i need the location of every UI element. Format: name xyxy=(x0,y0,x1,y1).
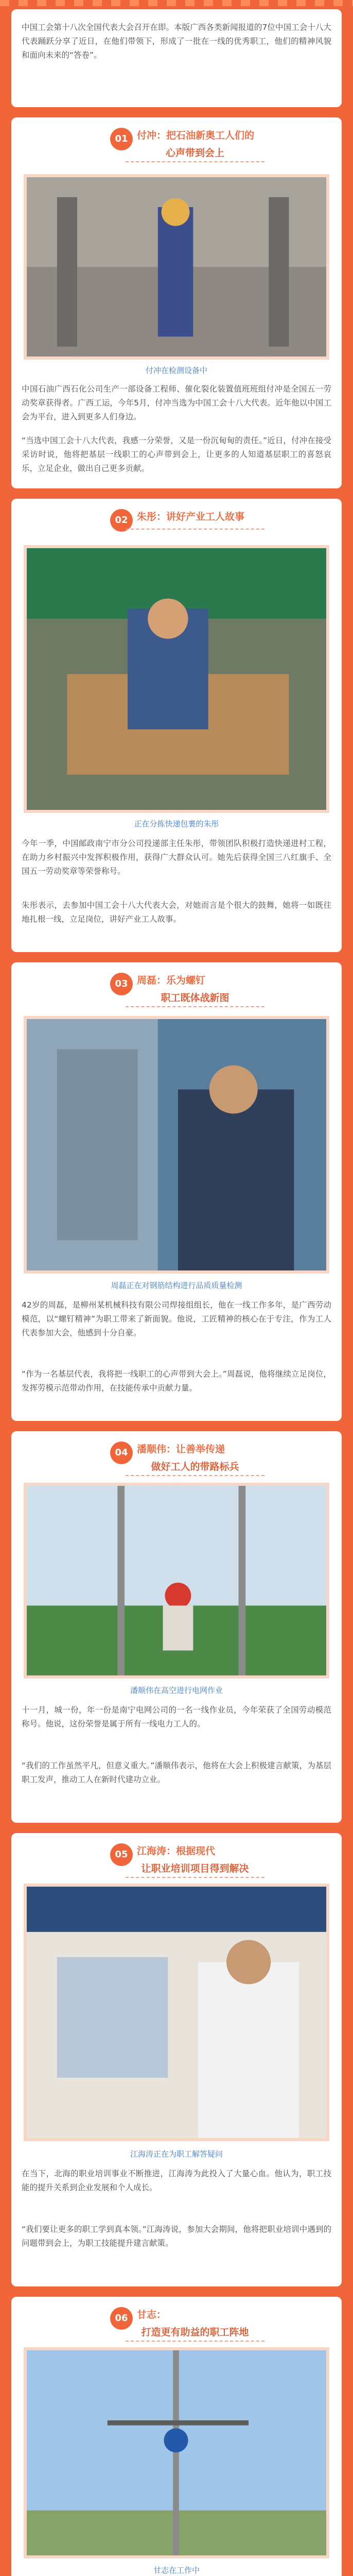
section-photo xyxy=(24,174,329,360)
photo-caption: 正在分拣快递包裹的朱彤 xyxy=(134,819,219,828)
section-heading xyxy=(110,506,264,546)
body-paragraph: 中国石油广西石化公司生产一部设备工程师、催化裂化装置值班班组付冲是全国五一劳动奖章获得者。广西工运，今年5月，付冲当选为中国工会十八大代表。近年他以中国工会为平台，进入到更多人们身边。 xyxy=(22,384,331,421)
photo-caption: 潘顺伟在高空进行电网作业 xyxy=(130,1686,223,1695)
section-subtitle: 让职业培训项目得到解决 xyxy=(126,1861,264,1878)
section-heading xyxy=(110,1840,264,1880)
section-photo xyxy=(24,545,329,813)
section-card-5 xyxy=(11,1833,342,2286)
section-number: 05 xyxy=(110,1843,133,1866)
section-title: 朱彤：讲好产业工人故事 xyxy=(137,511,245,522)
section-subtitle: 职工既体战新图 xyxy=(126,990,264,1007)
section-card-2 xyxy=(11,499,342,952)
section-photo xyxy=(24,1884,329,2141)
body-paragraph: 42岁的周磊，是柳州某机械科技有限公司焊接组组长，他在一线工作多年，是广西劳动模范，以“螺钉精神”为职工带来了新面貌。他说，工匠精神的核心在于专注，作为工人代表参加大会，他感到十分自豪。 xyxy=(22,1300,331,1337)
body-paragraph: 在当下，北海的职业培训事业不断推进，江海涛为此投入了大量心血。他认为，职工技能的提升关系到企业发展和个人成长。 xyxy=(22,2169,331,2192)
section-title: 周磊：乐为螺钉 xyxy=(137,975,206,986)
body-paragraph: 今年一季，中国邮政南宁市分公司投递部主任朱彤，带领团队积极打造快递进村工程，在助力乡村振兴中发挥积极作用，获得广大群众认可。她先后获得全国三八红旗手、全国五一劳动奖章等荣誉称号。 xyxy=(22,839,331,876)
photo-caption: 付冲在检测设备中 xyxy=(145,366,207,375)
section-subtitle xyxy=(126,527,264,530)
body-paragraph: 十一月，城一份，年一份是南宁电网公司的一名一线作业员，今年荣获了全国劳动模范称号。他说，这份荣誉是属于所有一线电力工人的。 xyxy=(22,1705,331,1728)
section-card-3 xyxy=(11,962,342,1421)
photo-caption: 周磊正在对钢筋结构进行品质质量检测 xyxy=(111,1281,242,1290)
section-photo xyxy=(24,1483,329,1679)
section-number: 01 xyxy=(110,128,133,150)
intro-text: 中国工会第十八次全国代表大会召开在即。本版广西各类新闻报道的7位中国工会十八大代表踊跃分享了近日，在他们带领下，形成了一批在一线的优秀职工，他们的精神风貌和面向未来的“答卷”。 xyxy=(22,23,331,60)
section-number: 04 xyxy=(110,1442,133,1464)
section-card-1 xyxy=(11,117,342,488)
section-card-6 xyxy=(11,2297,342,2576)
section-heading xyxy=(110,2304,264,2344)
section-photo xyxy=(24,2347,329,2558)
section-heading xyxy=(110,1438,264,1479)
section-photo xyxy=(24,1016,329,1274)
section-heading xyxy=(110,970,264,1010)
section-number: 06 xyxy=(110,2307,133,2330)
section-title: 潘顺伟：让善举传递 xyxy=(137,1444,225,1455)
body-paragraph: 朱彤表示，去参加中国工会十八大代表大会，对她而言是个很大的鼓舞，她将一如既往地扎根一线，立足岗位，讲好产业工人故事。 xyxy=(22,901,331,924)
section-title: 江海涛：根据现代 xyxy=(137,1845,216,1857)
section-number: 03 xyxy=(110,973,133,995)
photo-caption: 甘志在工作中 xyxy=(153,2566,200,2575)
photo-caption: 江海涛正在为职工解答疑问 xyxy=(130,2149,223,2159)
section-number: 02 xyxy=(110,509,133,532)
section-title: 付冲：把石油新奥工人们的 xyxy=(137,130,255,141)
body-paragraph: “我们的工作虽然平凡，但意义重大。”潘顺伟表示，他将在大会上积极建言献策，为基层职工发声，推动工人在新时代建功立业。 xyxy=(22,1761,331,1784)
section-subtitle: 打造更有助益的职工阵地 xyxy=(126,2325,264,2342)
section-title: 甘志： xyxy=(137,2309,167,2320)
body-paragraph: “当选中国工会十八大代表，我感一分荣誉，又是一份沉甸甸的责任。”近日，付冲在接受采访时说，他将把基层一线职工的心声带到会上，让更多的人知道基层职工的喜怒哀乐，立足企业，做出自己更多贡献。 xyxy=(22,436,331,473)
section-heading xyxy=(110,125,264,165)
body-paragraph: “作为一名基层代表，我将把一线职工的心声带到大会上。”周磊说，他将继续立足岗位，发挥劳模示范带动作用，在技能传承中贡献力量。 xyxy=(22,1369,331,1393)
body-paragraph: “我们要让更多的职工学到真本领。”江海涛说，参加大会期间，他将把职业培训中遇到的问题带到会上，为职工技能提升建言献策。 xyxy=(22,2225,331,2248)
intro-card xyxy=(11,9,342,107)
section-card-4 xyxy=(11,1431,342,1823)
section-subtitle: 做好工人的带路标兵 xyxy=(126,1459,264,1476)
section-subtitle: 心声带到会上 xyxy=(126,145,264,162)
top-decor-bar xyxy=(0,0,353,6)
